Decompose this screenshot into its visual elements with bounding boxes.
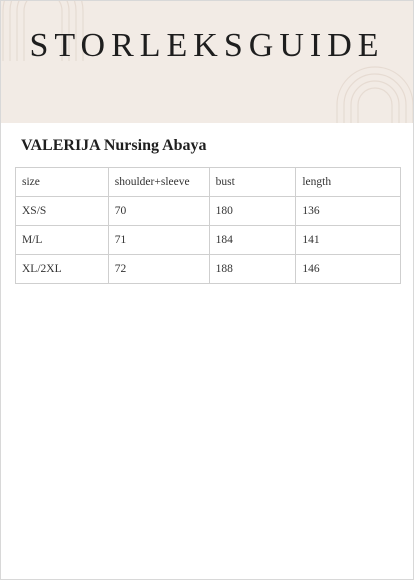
- table-cell: 72: [108, 255, 209, 284]
- column-header: bust: [209, 168, 296, 197]
- column-header: length: [296, 168, 401, 197]
- table-cell: 70: [108, 197, 209, 226]
- table-cell: 141: [296, 226, 401, 255]
- table-cell: 71: [108, 226, 209, 255]
- table-cell: XL/2XL: [16, 255, 109, 284]
- product-name: VALERIJA Nursing Abaya: [21, 137, 207, 154]
- table-cell: 146: [296, 255, 401, 284]
- table-cell: M/L: [16, 226, 109, 255]
- table-row: [16, 226, 401, 255]
- table-cell: 180: [209, 197, 296, 226]
- table-header-row: [16, 168, 401, 197]
- table-cell: 136: [296, 197, 401, 226]
- header-banner: [1, 1, 413, 123]
- table-cell: 188: [209, 255, 296, 284]
- table-cell: 184: [209, 226, 296, 255]
- size-table: [15, 167, 401, 284]
- table-cell: XS/S: [16, 197, 109, 226]
- table-row: [16, 197, 401, 226]
- table-row: [16, 255, 401, 284]
- column-header: shoulder+sleeve: [108, 168, 209, 197]
- arch-decoration-icon: [333, 65, 413, 123]
- column-header: size: [16, 168, 109, 197]
- page-title: STORLEKSGUIDE: [29, 27, 385, 64]
